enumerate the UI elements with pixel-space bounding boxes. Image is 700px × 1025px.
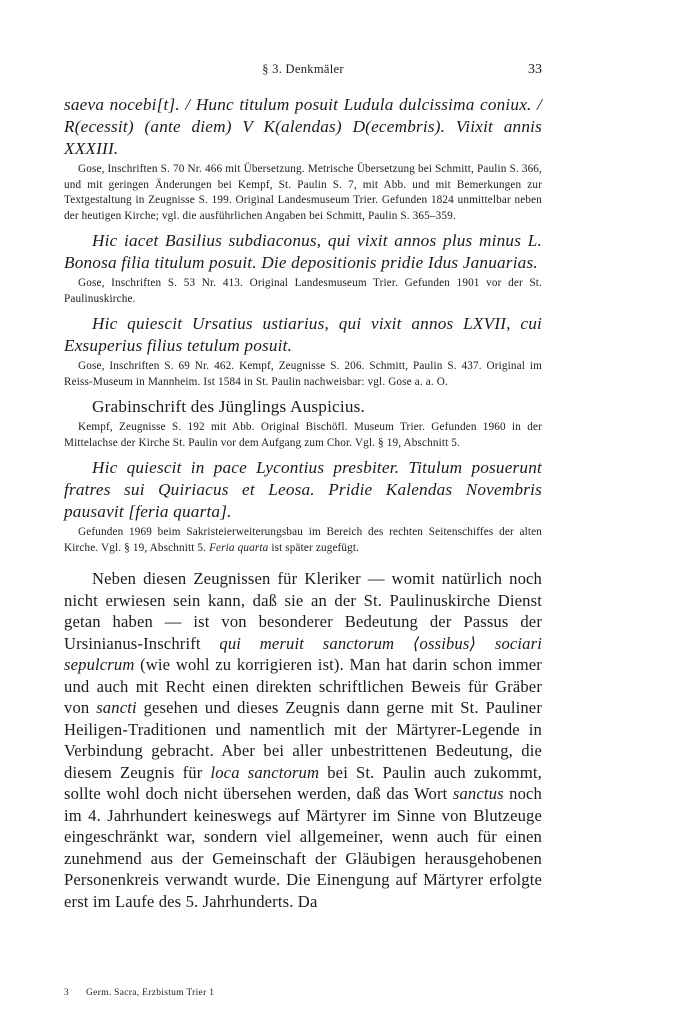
inscription-note: Gose, Inschriften S. 69 Nr. 462. Kempf, Zeugnisse S. 206. Schmitt, Paulin S. 437. Original im Reiss-Museum in Mannheim. Ist 1584 in St. Paulin nachweisbar: vgl. Gose a. a. O. [64,360,542,388]
note-text: Gefunden 1969 beim Sakristeierweiterungsbau im Bereich des rechten Seitenschiffes der alten Kirche. Vgl. § 19, Abschnitt 5. [64,526,542,554]
text-run: bei St. Paulin auch zukommt, sollte wohl doch nicht übersehen werden, daß das Wort [64,762,542,803]
inscription-note: Gose, Inschriften S. 53 Nr. 413. Original Landesmuseum Trier. Gefunden 1901 vor der St. Paulinuskirche. [64,277,542,305]
text-run: noch im 4. Jahrhundert keineswegs auf Märtyrer im Sinne von Blutzeuge eingeschränkt war, sondern viel allgemeiner, wenn auch für einen zunehmend aus der Gemeinschaft der Gläubigen herausgehobenen Personenkreis verwandt wurde. Die Einengung auf Märtyrer erfolgte erst im Laufe des 5. Jahrhunderts. Da [64,784,542,911]
body-paragraph [64,568,542,912]
signature-mark: 3 [64,988,70,998]
running-header [64,62,542,82]
page-footer [64,988,214,998]
inscription-text: Hic iacet Basilius subdiaconus, qui vixit annos plus minus L. Bonosa filia titulum posuit. Die depositionis pridie Idus Januarias. [64,231,542,272]
section-title: § 3. Denkmäler [262,62,344,76]
italic-run: loca sanctorum [210,762,320,782]
inscription-text: Hic quiescit Ursatius ustiarius, qui vixit annos LXVII, cui Exsuperius filius tetulum posuit. [64,314,542,355]
italic-run: sancti [96,698,137,717]
page-body [64,94,542,912]
inscription-note [64,525,542,556]
italic-run: qui meruit sanctorum ⟨ossibus⟩ sociari sepulcrum [64,633,542,674]
note-text: ist später zugefügt. [271,541,360,554]
text-run: Neben diesen Zeugnissen für Kleriker — womit natürlich noch nicht erwiesen sein kann, daß sie an der St. Paulinuskirche Dienst getan haben — ist von besonderer Bedeutung der Passus der Ursinianus-Inschrift [64,569,542,653]
inscription-text: saeva nocebi[t]. / Hunc titulum posuit Ludula dulcissima coniux. / R(ecessit) (ante diem) V K(alendas) D(ecembris). Viixit annis XXXIII. [64,95,542,158]
text-run: gesehen und dieses Zeugnis dann gerne mit St. Pauliner Heiligen-Traditionen und namentlich mit der Märtyrer-Legende in Verbindung gebracht. Aber bei aller unbestrittenen Bedeutung, die diesem Zeugnis für [64,698,542,782]
inscription-note: Gose, Inschriften S. 70 Nr. 466 mit Übersetzung. Metrische Übersetzung bei Schmitt, Paulin S. 366, und mit geringen Änderungen bei Kempf, St. Paulin S. 7, mit Abb. und mit Bemerkungen zur Textgestaltung in Zeugnisse S. 199. Original Landesmuseum Trier. Gefunden 1824 unmittelbar neben der heutigen Kirche; vgl. die ausführlichen Angaben bei Schmitt, Paulin S. 365–359. [64,163,542,222]
inscription-heading: Grabinschrift des Jünglings Auspicius. [92,397,366,416]
page-number: 33 [528,62,542,77]
inscription-text: Hic quiescit in pace Lycontius presbiter. Titulum posuerunt fratres sui Quiriacus et Leosa. Pridie Kalendas Novembris pausavit [feria quarta]. [64,458,542,521]
text-run: (wie wohl zu korrigieren ist). Man hat darin schon immer und auch mit Recht einen direkten schriftlichen Beweis für Gräber von [64,655,542,717]
footer-text: Germ. Sacra, Erzbistum Trier 1 [86,988,215,998]
note-italic: Feria quarta [209,541,269,554]
italic-run: sanctus [452,784,504,803]
inscription-note: Kempf, Zeugnisse S. 192 mit Abb. Original Bischöfl. Museum Trier. Gefunden 1960 in der Mittelachse der Kirche St. Paulin vor dem Aufgang zum Chor. Vgl. § 19, Abschnitt 5. [64,421,542,449]
